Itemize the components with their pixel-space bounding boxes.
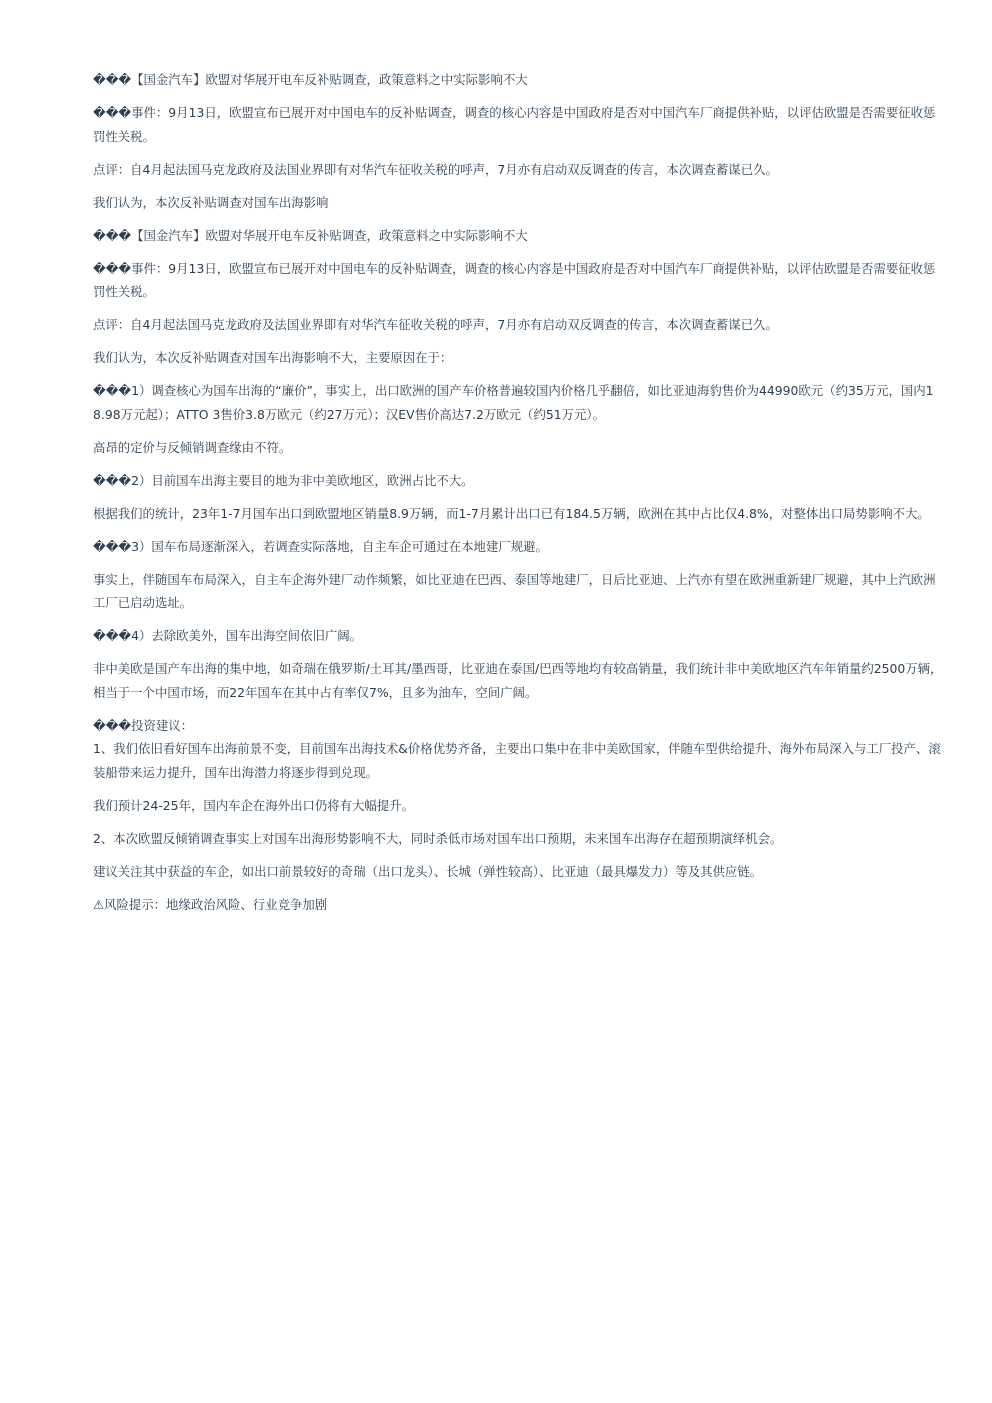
comment-paragraph-2: 点评：自4月起法国马克龙政府及法国业界即有对华汽车征收关税的呼声，7月亦有启动双反调查的传言，本次调查蓄谋已久。 bbox=[93, 317, 778, 332]
event-paragraph-2: ���事件：9月13日，欧盟宣布已展开对中国电车的反补贴调查，调查的核心内容是中国政府是否对中国汽车厂商提供补贴，以评估欧盟是否需要征收惩罚性关税。 bbox=[93, 260, 936, 299]
advice-item-2: 2、本次欧盟反倾销调查事实上对国车出海形势影响不大，同时杀低市场对国车出口预期，未来国车出海存在超预期演绎机会。 bbox=[93, 830, 783, 846]
investment-advice-heading: ���投资建议： bbox=[93, 717, 194, 733]
reason-4-paragraph: ���4）去除欧美外，国车出海空间依旧广阔。 bbox=[93, 628, 363, 643]
risk-warning: ⚠风险提示：地缘政治风险、行业竞争加剧 bbox=[93, 896, 328, 912]
reason-3-paragraph: ���3）国车布局逐渐深入，若调查实际落地，自主车企可通过在本地建厂规避。 bbox=[93, 538, 548, 554]
view-paragraph-2: 我们认为，本次反补贴调查对国车出海影响不大，主要原因在于： bbox=[93, 350, 453, 365]
headline-2: ���【国金汽车】欧盟对华展开电车反补贴调查，政策意料之中实际影响不大 bbox=[93, 227, 528, 243]
view-paragraph-1: 我们认为，本次反补贴调查对国车出海影响 bbox=[93, 194, 329, 210]
headline-1: ���【国金汽车】欧盟对华展开电车反补贴调查，政策意料之中实际影响不大 bbox=[93, 72, 528, 87]
event-paragraph-1: ���事件：9月13日，欧盟宣布已展开对中国电车的反补贴调查，调查的核心内容是中国政府是否对中国汽车厂商提供补贴，以评估欧盟是否需要征收惩罚性关税。 bbox=[93, 105, 936, 144]
reason-4-detail: 非中美欧是国产车出海的集中地，如奇瑞在俄罗斯/土耳其/墨西哥，比亚迪在泰国/巴西等地均有较高销量，我们统计非中美欧地区汽车年销量约2500万辆，相当于一个中国市场，而22年国车在其中占有率仅7%，且多为油车，空间广阔。 bbox=[93, 661, 943, 700]
comment-paragraph-1: 点评：自4月起法国马克龙政府及法国业界即有对华汽车征收关税的呼声，7月亦有启动双反调查的传言，本次调查蓄谋已久。 bbox=[93, 161, 778, 177]
reason-2-detail: 根据我们的统计，23年1-7月国车出口到欧盟地区销量8.9万辆，而1-7月累计出口已有184.5万辆，欧洲在其中占比仅4.8%，对整体出口局势影响不大。 bbox=[93, 505, 930, 521]
advice-forecast: 我们预计24-25年，国内车企在海外出口仍将有大幅提升。 bbox=[93, 797, 414, 813]
advice-recommendation: 建议关注其中获益的车企，如出口前景较好的奇瑞（出口龙头）、长城（弹性较高）、比亚迪（最具爆发力）等及其供应链。 bbox=[93, 863, 763, 879]
reason-1-note: 高昂的定价与反倾销调查缘由不符。 bbox=[93, 439, 292, 455]
reason-3-detail: 事实上，伴随国车布局深入，自主车企海外建厂动作频繁，如比亚迪在巴西、泰国等地建厂，日后比亚迪、上汽亦有望在欧洲重新建厂规避，其中上汽欧洲工厂已启动选址。 bbox=[93, 571, 936, 610]
reason-2-paragraph: ���2）目前国车出海主要目的地为非中美欧地区，欧洲占比不大。 bbox=[93, 472, 474, 488]
document-body bbox=[93, 68, 943, 926]
reason-1-paragraph: ���1）调查核心为国车出海的“廉价”，事实上，出口欧洲的国产车价格普遍较国内价格几乎翻倍，如比亚迪海豹售价为44990欧元（约35万元，国内18.98万元起）；ATTO 3售价3.8万欧元（约27万元）；汉EV售价高达7.2万欧元（约51万元）。 bbox=[93, 383, 934, 422]
advice-item-1: 1、我们依旧看好国车出海前景不变，目前国车出海技术&价格优势齐备，主要出口集中在非中美欧国家，伴随车型供给提升、海外布局深入与工厂投产、滚装船带来运力提升，国车出海潜力将逐步得到兑现。 bbox=[93, 741, 941, 780]
